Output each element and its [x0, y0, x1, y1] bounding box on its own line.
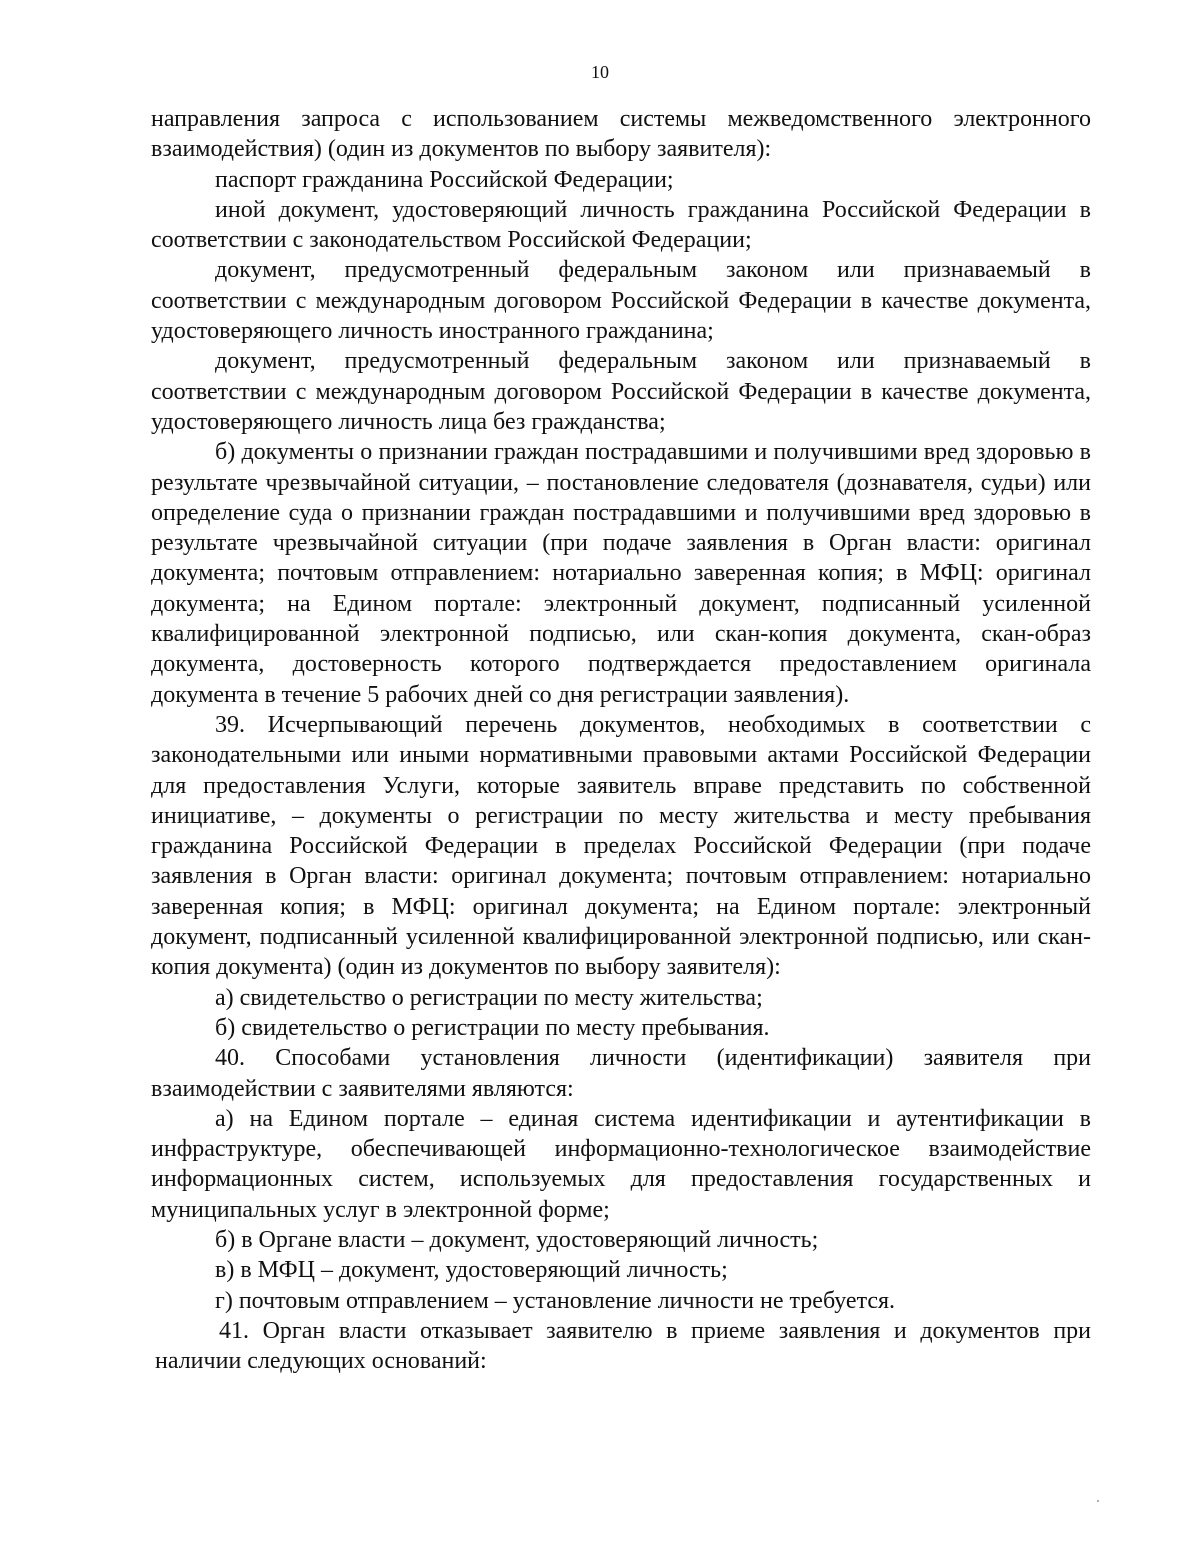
page-number: 10 — [591, 62, 609, 82]
paragraph-passport: паспорт гражданина Российской Федерации; — [215, 166, 674, 193]
paragraph-victim-recognition-documents: б) документы о признании граждан пострадавшими и получившими вред здоровью в результате чрезвычайной ситуации, – постановление следователя (дознавателя, судьи) или определение суда о признании граждан пострадавшими и получившими вред здоровью в результате чрезвычайной ситуации (при подаче заявления в Орган власти: оригинал документа; почтовым отправлением: нотариально заверенная копия; в МФЦ: оригинал документа; на Едином портале: электронный документ, подписанный усиленной квалифицированной электронной подписью, или скан-копия документа, скан-образ документа, достоверность которого подтверждается предоставлением оригинала документа в течение 5 рабочих дней со дня регистрации заявления). — [151, 439, 1091, 708]
paragraph-foreign-citizen-document: документ, предусмотренный федеральным законом или признаваемый в соответствии с международным договором Российской Федерации в качестве документа, удостоверяющего личность иностранного гражданина; — [151, 257, 1091, 345]
paragraph-item-40: 40. Способами установления личности (идентификации) заявителя при взаимодействии с заявителями являются: — [151, 1045, 1091, 1102]
document-body — [151, 104, 1091, 1376]
scan-artifact-dot — [1097, 1500, 1099, 1502]
paragraph-request-continuation: направления запроса с использованием системы межведомственного электронного взаимодействия) (один из документов по выбору заявителя): — [151, 106, 1091, 163]
paragraph-mfc-identification: в) в МФЦ – документ, удостоверяющий личность; — [215, 1257, 728, 1284]
paragraph-item-41: 41. Орган власти отказывает заявителю в приеме заявления и документов при наличии следующих оснований: — [155, 1317, 1091, 1375]
paragraph-authority-identification: б) в Органе власти – документ, удостоверяющий личность; — [215, 1226, 819, 1253]
paragraph-residence-registration: а) свидетельство о регистрации по месту жительства; — [215, 984, 763, 1011]
paragraph-stateless-person-document: документ, предусмотренный федеральным законом или признаваемый в соответствии с международным договором Российской Федерации в качестве документа, удостоверяющего личность лица без гражданства; — [151, 348, 1091, 435]
paragraph-item-39: 39. Исчерпывающий перечень документов, необходимых в соответствии с законодательными или иными нормативными правовыми актами Российской Федерации для предоставления Услуги, которые заявитель вправе представить по собственной инициативе, – документы о регистрации по месту жительства и месту пребывания гражданина Российской Федерации в пределах Российской Федерации (при подаче заявления в Орган власти: оригинал документа; почтовым отправлением: нотариально заверенная копия; в МФЦ: оригинал документа; на Едином портале: электронный документ, подписанный усиленной квалифицированной электронной подписью, или скан-копия документа) (один из документов по выбору заявителя): — [151, 711, 1091, 981]
paragraph-postal-identification: г) почтовым отправлением – установление личности не требуется. — [215, 1287, 896, 1314]
paragraph-other-identity-document: иной документ, удостоверяющий личность гражданина Российской Федерации в соответствии с законодательством Российской Федерации; — [151, 196, 1091, 254]
paragraph-unified-portal-identification: а) на Едином портале – единая система идентификации и аутентификации в инфраструктуре, обеспечивающей информационно-технологическое взаимодействие информационных систем, используемых для предоставления государственных и муниципальных услуг в электронной форме; — [151, 1105, 1091, 1223]
paragraph-stay-registration: б) свидетельство о регистрации по месту пребывания. — [215, 1014, 770, 1041]
